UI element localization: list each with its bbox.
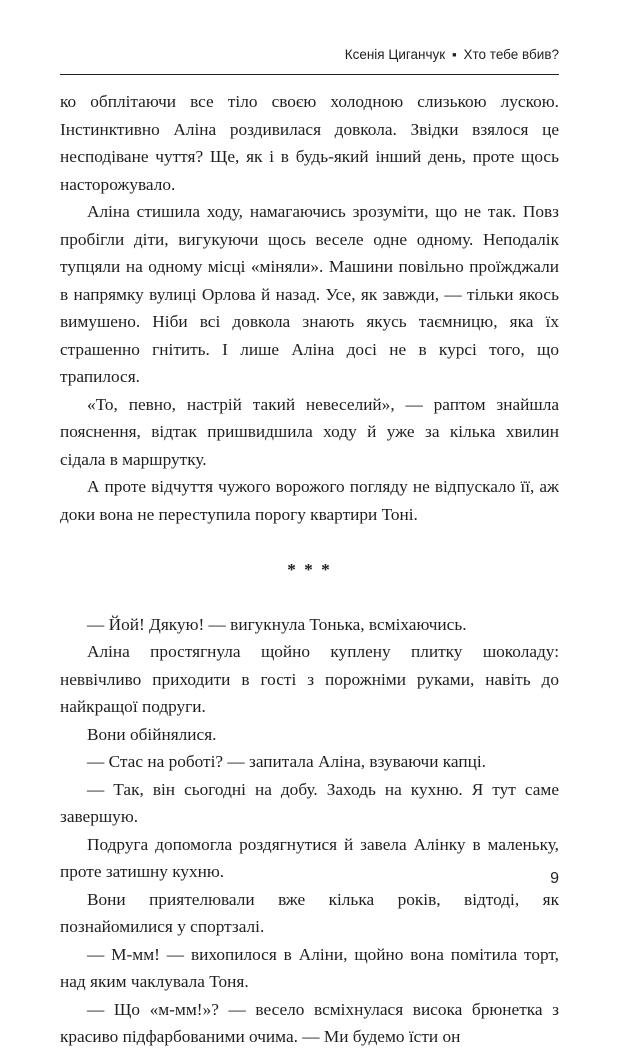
header-rule xyxy=(60,74,559,75)
paragraph: ко обплітаючи все тіло своєю холодною слизькою лускою. Інстинктивно Аліна роздивилася довкола. Звідки взялося це несподіване чуття? Ще, як і в будь-який інший день, проте щось насторожувало. xyxy=(60,92,559,194)
header-separator: ▪ xyxy=(451,47,457,62)
paragraph: — Що «м-мм!»? — весело всміхнулася висока брюнетка з красиво підфарбованими очима. — Ми будемо їсти он xyxy=(60,999,559,1046)
paragraph: Вони обійнялися. xyxy=(87,724,217,744)
paragraph: Подруга допомогла роздягнутися й завела Алінку в маленьку, проте затишну кухню. xyxy=(60,834,559,881)
header-author: Ксенія Циганчук xyxy=(344,47,446,62)
paragraph: «То, певно, настрій такий невеселий», — раптом знайшла пояснення, відтак пришвидшила ходу й уже за кілька хвилин сідала в маршрутку. xyxy=(60,394,559,469)
section-separator: * * * xyxy=(287,559,332,579)
page-number: 9 xyxy=(550,870,559,887)
paragraph: — Стас на роботі? — запитала Аліна, взуваючи капці. xyxy=(87,752,486,771)
paragraph: — М-мм! — вихопилося в Аліни, щойно вона помітила торт, над яким чаклувала Тоня. xyxy=(60,944,559,991)
paragraph: — Так, він сьогодні на добу. Заходь на кухню. Я тут саме завершую. xyxy=(60,779,559,826)
paragraph: А проте відчуття чужого ворожого погляду не відпускало її, аж доки вона не переступила порогу квартири Тоні. xyxy=(60,477,559,524)
paragraph: — Йой! Дякую! — вигукнула Тонька, всміхаючись. xyxy=(87,614,467,634)
paragraph: Вони приятелювали вже кілька років, відтоді, як познайомилися у спортзалі. xyxy=(60,889,559,936)
running-header xyxy=(60,47,559,62)
page-body xyxy=(60,88,559,1051)
paragraph: Аліна стишила ходу, намагаючись зрозуміти, що не так. Повз пробігли діти, вигукуючи щось веселе одне одному. Неподалік тупцяли на одному місці «міняли». Машини повільно проїжджали в напрямку вулиці Орлова й назад. Усе, як завжди, — тільки якось вимушено. Ніби всі довкола знають якусь таємницю, яка їх страшенно гнітить. І лише Аліна досі не в курсі того, що трапилося. xyxy=(60,202,559,386)
header-book-title: Хто тебе вбив? xyxy=(463,47,559,62)
paragraph: Аліна простягнула щойно куплену плитку шоколаду: неввічливо приходити в гості з порожніми руками, навіть до найкращої подруги. xyxy=(60,642,559,716)
